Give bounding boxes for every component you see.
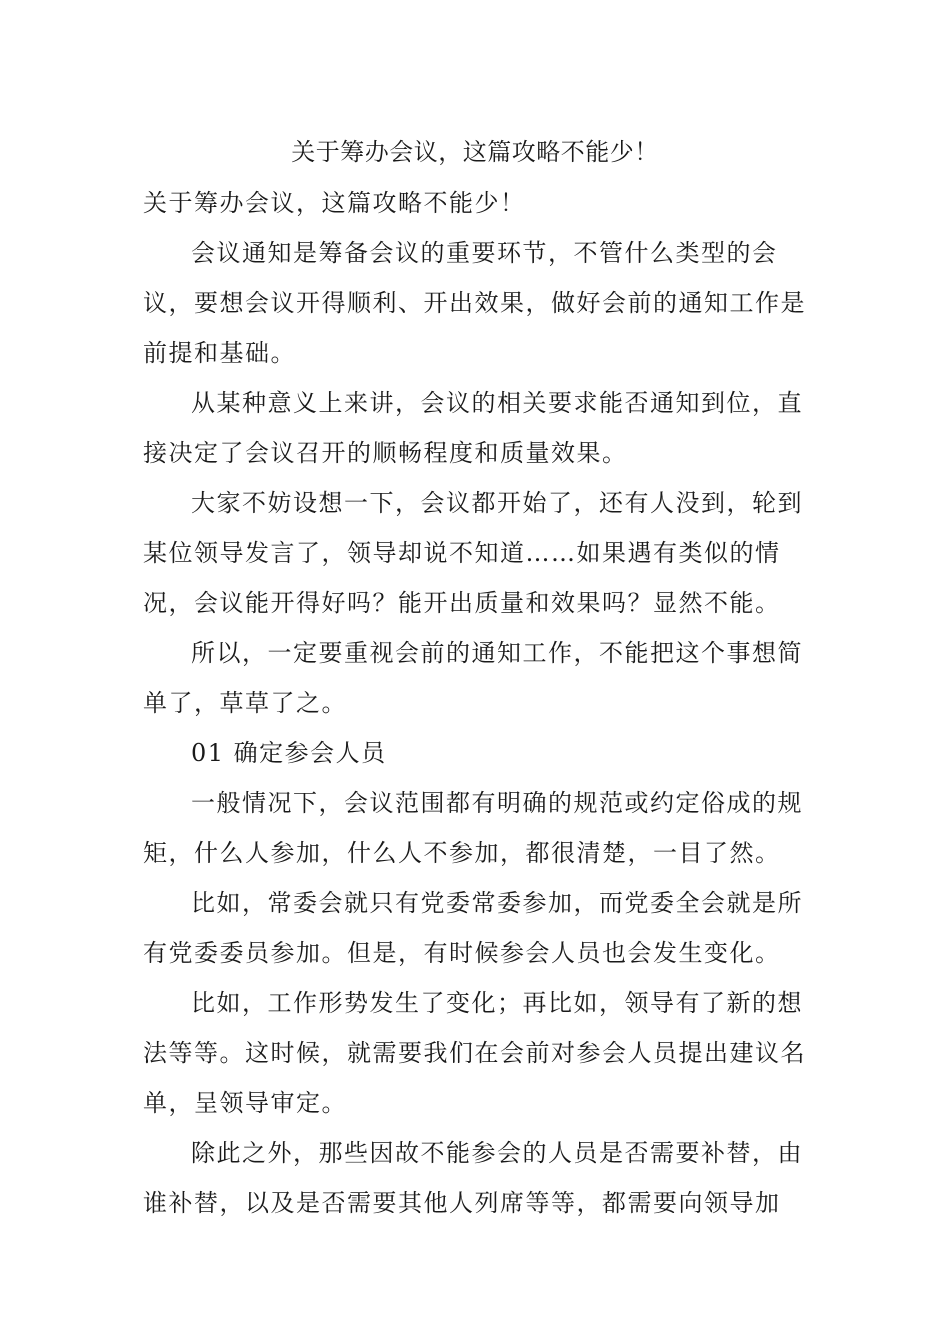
document-title: 关于筹办会议，这篇攻略不能少！: [291, 138, 659, 166]
paragraph-1: 会议通知是筹备会议的重要环节，不管什么类型的会议，要想会议开得顺利、开出效果，做好会前的通知工作是前提和基础。: [143, 239, 806, 367]
paragraph-3: 大家不妨设想一下，会议都开始了，还有人没到，轮到某位领导发言了，领导却说不知道……如果遇有类似的情况，会议能开得好吗？能开出质量和效果吗？显然不能。: [143, 489, 803, 617]
paragraph-2: 从某种意义上来讲，会议的相关要求能否通知到位，直接决定了会议召开的顺畅程度和质量效果。: [143, 389, 803, 467]
section-heading-01: 01 确定参会人员: [191, 739, 387, 767]
paragraph-7: 比如，常委会就只有党委常委参加，而党委全会就是所有党委委员参加。但是，有时候参会人员也会发生变化。: [143, 889, 803, 967]
paragraph-9: 除此之外，那些因故不能参会的人员是否需要补替，由谁补替，以及是否需要其他人列席等等，都需要向领导加: [143, 1139, 803, 1217]
paragraph-8: 比如，工作形势发生了变化；再比如，领导有了新的想法等等。这时候，就需要我们在会前对参会人员提出建议名单，呈领导审定。: [143, 989, 806, 1117]
paragraph-6: 一般情况下，会议范围都有明确的规范或约定俗成的规矩，什么人参加，什么人不参加，都很清楚，一目了然。: [143, 789, 803, 867]
document-body: [143, 178, 823, 1228]
paragraph-4: 所以，一定要重视会前的通知工作，不能把这个事想简单了，草草了之。: [143, 639, 803, 717]
subtitle-line: 关于筹办会议，这篇攻略不能少！: [143, 189, 526, 217]
